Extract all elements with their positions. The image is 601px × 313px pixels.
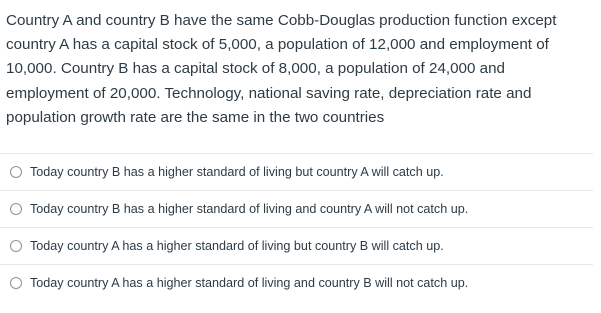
answer-label: Today country B has a higher standard of living but country A will catch up. — [30, 165, 444, 179]
radio-button[interactable] — [10, 166, 22, 178]
radio-button[interactable] — [10, 277, 22, 289]
answer-option-4[interactable] — [0, 264, 593, 301]
answer-label: Today country A has a higher standard of living and country B will not catch up. — [30, 276, 469, 290]
answer-option-2[interactable] — [0, 190, 593, 227]
radio-button[interactable] — [10, 203, 22, 215]
answer-label: Today country A has a higher standard of living but country B will catch up. — [30, 239, 444, 253]
radio-button[interactable] — [10, 240, 22, 252]
question-text: Country A and country B have the same Cobb-Douglas production function except country A has a capital stock of 5,000, a population of 12,000 and employment of 10,000. Country B has a capital stock of 8,000, a population of 24,000 and employment of 20,000. Technology, national saving rate, depreciation rate and population growth rate are the same in the two countries — [6, 12, 557, 126]
answer-list — [0, 153, 593, 301]
answer-option-3[interactable] — [0, 227, 593, 264]
answer-option-1[interactable] — [0, 153, 593, 190]
answer-label: Today country B has a higher standard of living and country A will not catch up. — [30, 202, 469, 216]
